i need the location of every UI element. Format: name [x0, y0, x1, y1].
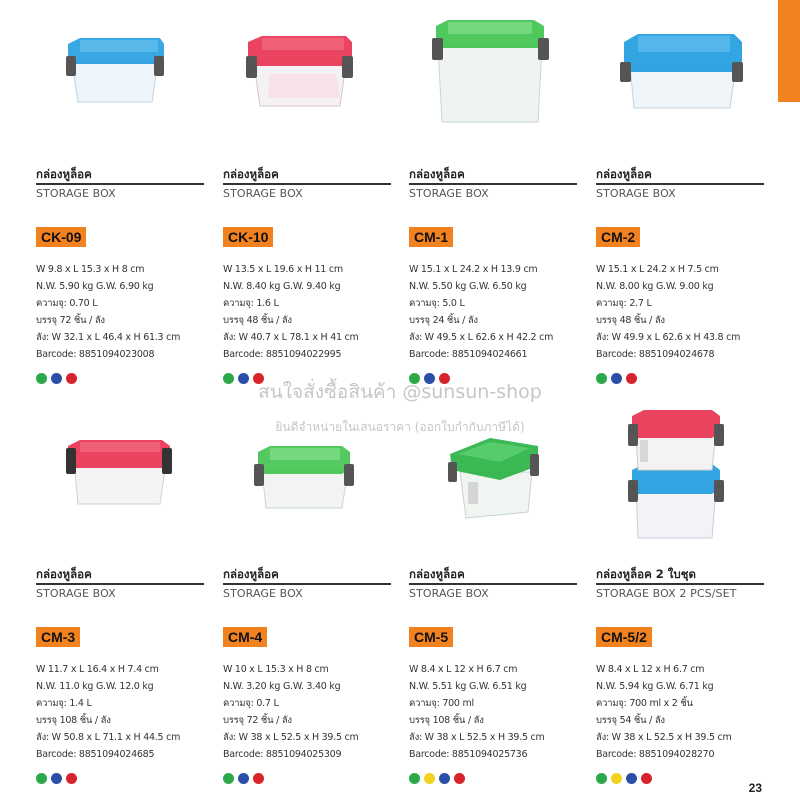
product-title-en: STORAGE BOX — [596, 186, 676, 200]
spec-carton-size: ลัง: W 38 x L 52.5 x H 39.5 cm — [409, 732, 545, 743]
spec-dimensions: W 8.4 x L 12 x H 6.7 cm — [596, 664, 705, 675]
color-dot — [439, 773, 450, 784]
color-dot — [36, 773, 47, 784]
spec-barcode: Barcode: 8851094024661 — [409, 349, 528, 360]
spec-list — [409, 661, 545, 763]
spec-dimensions: W 9.8 x L 15.3 x H 8 cm — [36, 264, 145, 275]
title-divider — [409, 583, 577, 585]
page-number: 23 — [748, 781, 762, 795]
product-title-th: กล่องหูล็อค — [36, 567, 92, 581]
spec-dimensions: W 13.5 x L 19.6 x H 11 cm — [223, 264, 343, 275]
color-dot — [641, 773, 652, 784]
product-title-en: STORAGE BOX — [36, 586, 116, 600]
product-title-th: กล่องหูล็อค — [36, 167, 92, 181]
product-title-en: STORAGE BOX — [409, 186, 489, 200]
product-code-badge: CM-1 — [409, 227, 453, 247]
spec-capacity: ความจุ: 5.0 L — [409, 298, 465, 309]
spec-list — [36, 661, 180, 763]
title-divider — [36, 183, 204, 185]
product-title-th: กล่องหูล็อค — [596, 167, 652, 181]
title-divider — [223, 583, 391, 585]
spec-carton-size: ลัง: W 50.8 x L 71.1 x H 44.5 cm — [36, 732, 181, 743]
color-dot — [253, 773, 264, 784]
spec-carton-size: ลัง: W 40.7 x L 78.1 x H 41 cm — [223, 332, 359, 343]
orange-page-tab — [778, 0, 800, 102]
product-title-en: STORAGE BOX — [36, 186, 116, 200]
spec-pack-qty: บรรจุ 24 ชิ้น / ลัง — [409, 315, 478, 326]
color-dot — [409, 773, 420, 784]
product-title-th: กล่องหูล็อค 2 ใบชุด — [596, 567, 696, 581]
product-image-ck-09 — [60, 28, 170, 108]
spec-barcode: Barcode: 8851094022995 — [223, 349, 342, 360]
product-image-cm-3 — [62, 436, 177, 508]
spec-dimensions: W 11.7 x L 16.4 x H 7.4 cm — [36, 664, 159, 675]
color-dot — [626, 773, 637, 784]
spec-weight: N.W. 5.90 kg G.W. 6.90 kg — [36, 281, 154, 292]
color-dot — [611, 773, 622, 784]
color-dot — [223, 773, 234, 784]
spec-pack-qty: บรรจุ 72 ชิ้น / ลัง — [36, 315, 105, 326]
spec-weight: N.W. 5.94 kg G.W. 6.71 kg — [596, 681, 714, 692]
product-image-cm-2 — [618, 28, 748, 112]
spec-barcode: Barcode: 8851094024678 — [596, 349, 715, 360]
product-code-badge: CM-4 — [223, 627, 267, 647]
spec-pack-qty: บรรจุ 72 ชิ้น / ลัง — [223, 715, 292, 726]
spec-barcode: Barcode: 8851094028270 — [596, 749, 715, 760]
spec-dimensions: W 10 x L 15.3 x H 8 cm — [223, 664, 329, 675]
product-code-badge: CM-5/2 — [596, 627, 652, 647]
spec-pack-qty: บรรจุ 48 ชิ้น / ลัง — [223, 315, 292, 326]
product-title-th: กล่องหูล็อค — [409, 567, 465, 581]
color-options — [409, 773, 465, 784]
spec-weight: N.W. 5.51 kg G.W. 6.51 kg — [409, 681, 527, 692]
spec-weight: N.W. 5.50 kg G.W. 6.50 kg — [409, 281, 527, 292]
product-title-en: STORAGE BOX — [223, 586, 303, 600]
spec-list — [223, 261, 359, 363]
product-image-cm-5 — [444, 432, 544, 522]
product-code-badge: CK-09 — [36, 227, 86, 247]
product-title-th: กล่องหูล็อค — [223, 167, 279, 181]
color-options — [223, 773, 264, 784]
spec-carton-size: ลัง: W 49.5 x L 62.6 x H 42.2 cm — [409, 332, 554, 343]
spec-dimensions: W 15.1 x L 24.2 x H 13.9 cm — [409, 264, 538, 275]
spec-pack-qty: บรรจุ 48 ชิ้น / ลัง — [596, 315, 665, 326]
spec-weight: N.W. 8.00 kg G.W. 9.00 kg — [596, 281, 714, 292]
color-options — [36, 773, 77, 784]
watermark-quote-line: ยินดีจำหน่ายในเสนอราคา (ออกใบกำกับภาษีได้) — [275, 420, 525, 434]
product-code-badge: CM-3 — [36, 627, 80, 647]
product-title-en: STORAGE BOX 2 PCS/SET — [596, 586, 737, 600]
spec-pack-qty: บรรจุ 108 ชิ้น / ลัง — [36, 715, 111, 726]
product-code-badge: CM-5 — [409, 627, 453, 647]
watermark-shop-line: สนใจสั่งซื้อสินค้า @sunsun-shop — [258, 381, 542, 403]
spec-list — [409, 261, 553, 363]
spec-barcode: Barcode: 8851094025736 — [409, 749, 528, 760]
product-image-cm-4 — [252, 440, 357, 512]
color-dot — [596, 773, 607, 784]
spec-barcode: Barcode: 8851094025309 — [223, 749, 342, 760]
color-dot — [454, 773, 465, 784]
spec-capacity: ความจุ: 700 ml x 2 ชิ้น — [596, 698, 693, 709]
spec-list — [596, 661, 732, 763]
spec-capacity: ความจุ: 1.6 L — [223, 298, 279, 309]
title-divider — [409, 183, 577, 185]
spec-list — [223, 661, 359, 763]
spec-dimensions: W 15.1 x L 24.2 x H 7.5 cm — [596, 264, 719, 275]
spec-carton-size: ลัง: W 38 x L 52.5 x H 39.5 cm — [223, 732, 359, 743]
color-dot — [424, 773, 435, 784]
spec-carton-size: ลัง: W 32.1 x L 46.4 x H 61.3 cm — [36, 332, 181, 343]
spec-pack-qty: บรรจุ 108 ชิ้น / ลัง — [409, 715, 484, 726]
spec-barcode: Barcode: 8851094024685 — [36, 749, 155, 760]
spec-capacity: ความจุ: 2.7 L — [596, 298, 652, 309]
product-code-badge: CM-2 — [596, 227, 640, 247]
spec-pack-qty: บรรจุ 54 ชิ้น / ลัง — [596, 715, 665, 726]
title-divider — [223, 183, 391, 185]
title-divider — [596, 583, 764, 585]
title-divider — [36, 583, 204, 585]
spec-capacity: ความจุ: 0.7 L — [223, 698, 279, 709]
spec-carton-size: ลัง: W 49.9 x L 62.6 x H 43.8 cm — [596, 332, 741, 343]
title-divider — [596, 183, 764, 185]
product-title-en: STORAGE BOX — [409, 586, 489, 600]
product-code-badge: CK-10 — [223, 227, 273, 247]
product-title-en: STORAGE BOX — [223, 186, 303, 200]
spec-weight: N.W. 8.40 kg G.W. 9.40 kg — [223, 281, 341, 292]
product-image-ck-10 — [240, 28, 360, 110]
spec-weight: N.W. 11.0 kg G.W. 12.0 kg — [36, 681, 154, 692]
product-title-th: กล่องหูล็อค — [223, 567, 279, 581]
color-dot — [238, 773, 249, 784]
spec-weight: N.W. 3.20 kg G.W. 3.40 kg — [223, 681, 341, 692]
spec-dimensions: W 8.4 x L 12 x H 6.7 cm — [409, 664, 518, 675]
spec-capacity: ความจุ: 0.70 L — [36, 298, 98, 309]
product-image-cm-1 — [428, 14, 553, 126]
spec-carton-size: ลัง: W 38 x L 52.5 x H 39.5 cm — [596, 732, 732, 743]
spec-barcode: Barcode: 8851094023008 — [36, 349, 155, 360]
product-title-th: กล่องหูล็อค — [409, 167, 465, 181]
color-dot — [66, 773, 77, 784]
color-dot — [51, 773, 62, 784]
spec-capacity: ความจุ: 700 ml — [409, 698, 474, 709]
spec-list — [596, 261, 740, 363]
color-options — [596, 773, 652, 784]
spec-capacity: ความจุ: 1.4 L — [36, 698, 92, 709]
spec-list — [36, 261, 180, 363]
